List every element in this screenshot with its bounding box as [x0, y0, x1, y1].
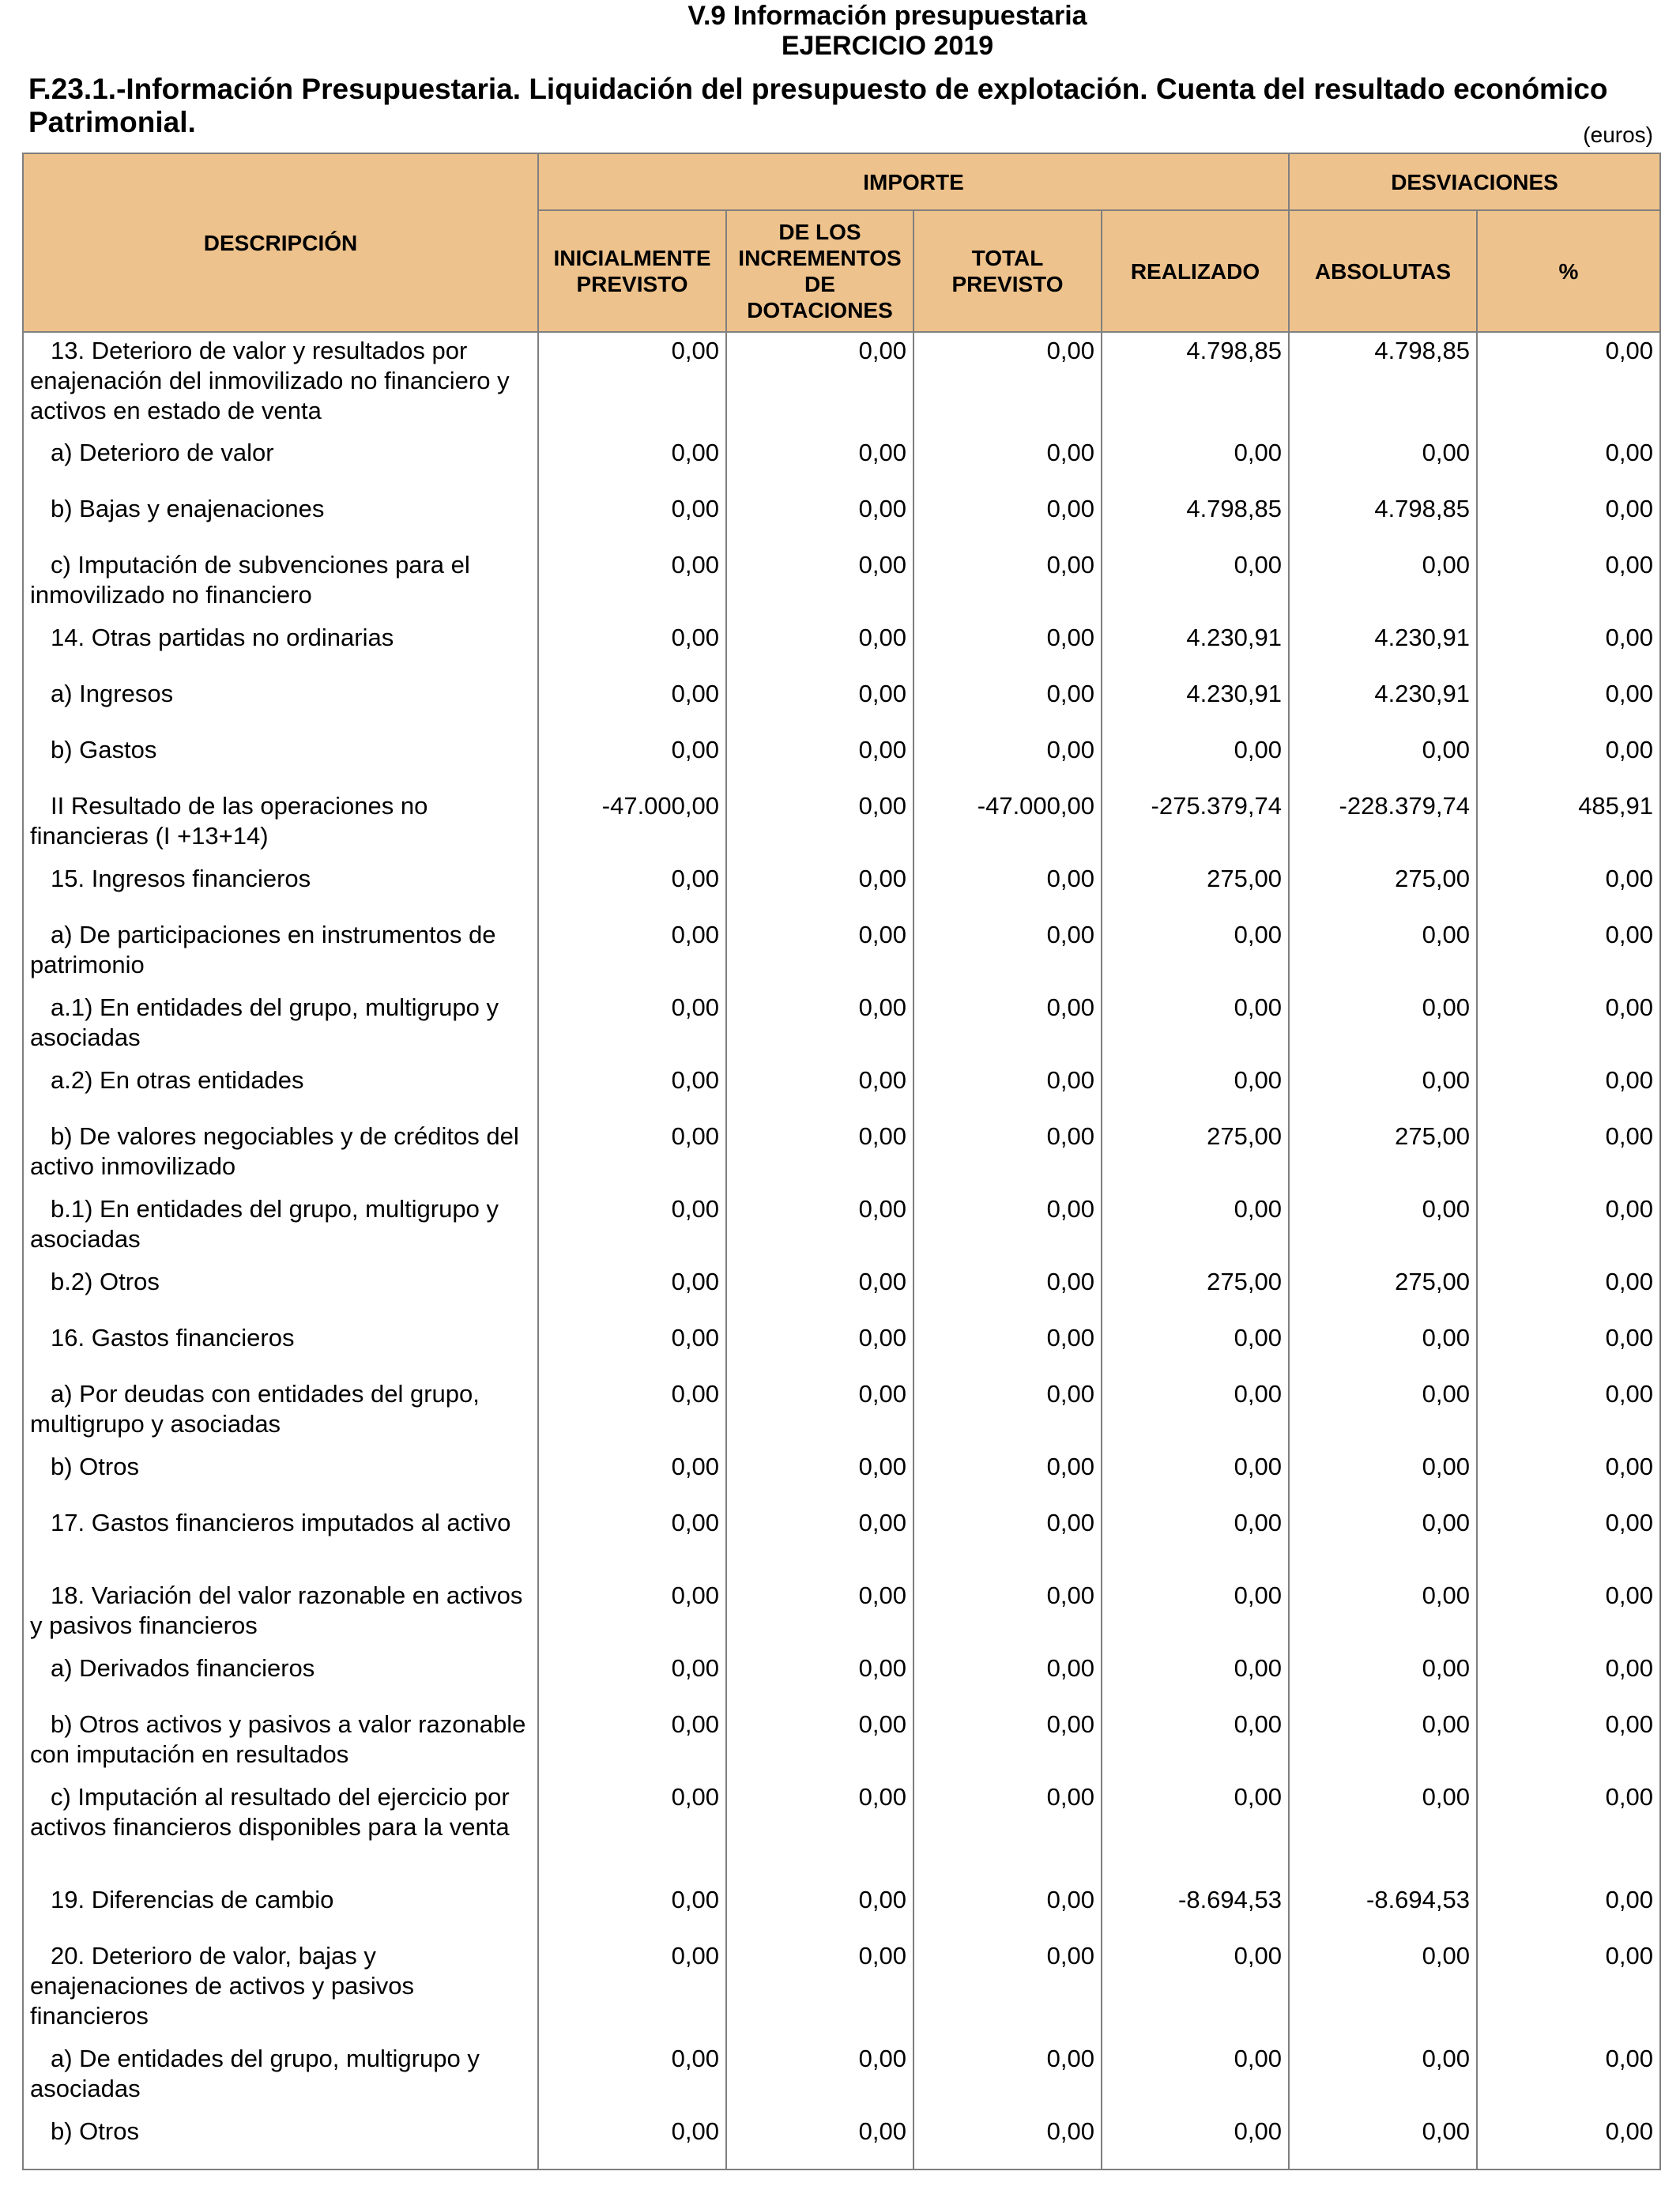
cell-desviacion-percent: 0,00: [1477, 1320, 1660, 1376]
cell-desviacion-percent: 0,00: [1477, 2113, 1660, 2169]
table-body: [23, 332, 1660, 2169]
table-row: [23, 2113, 1660, 2169]
row-label: b.1) En entidades del grupo, multigrupo y asociadas: [30, 1195, 499, 1253]
cell-desviacion-absoluta: 4.230,91: [1289, 620, 1477, 676]
header-inicialmente-previsto: INICIALMENTE PREVISTO: [538, 210, 726, 332]
row-description: [23, 1376, 538, 1449]
row-description: [23, 1650, 538, 1706]
cell-incrementos-dotaciones: 0,00: [726, 491, 913, 547]
row-label: a.1) En entidades del grupo, multigrupo y asociadas: [30, 993, 499, 1051]
cell-realizado: 0,00: [1102, 1578, 1289, 1650]
cell-total-previsto: 0,00: [913, 1118, 1102, 1191]
cell-incrementos-dotaciones: 0,00: [726, 1882, 913, 1938]
cell-realizado: 0,00: [1102, 1449, 1289, 1505]
cell-realizado: 4.230,91: [1102, 676, 1289, 732]
fiscal-year: EJERCICIO 2019: [781, 31, 994, 61]
table-row: [23, 1376, 1660, 1449]
cell-inicialmente-previsto: 0,00: [538, 1938, 726, 2041]
cell-desviacion-absoluta: 4.798,85: [1289, 491, 1477, 547]
cell-desviacion-percent: 0,00: [1477, 1191, 1660, 1264]
cell-inicialmente-previsto: 0,00: [538, 1449, 726, 1505]
cell-desviacion-absoluta: 0,00: [1289, 1320, 1477, 1376]
cell-inicialmente-previsto: 0,00: [538, 1118, 726, 1191]
cell-total-previsto: 0,00: [913, 1578, 1102, 1650]
cell-desviacion-percent: 0,00: [1477, 1376, 1660, 1449]
cell-desviacion-percent: 0,00: [1477, 332, 1660, 435]
cell-inicialmente-previsto: 0,00: [538, 917, 726, 990]
cell-desviacion-absoluta: 0,00: [1289, 990, 1477, 1062]
cell-realizado: 0,00: [1102, 990, 1289, 1062]
cell-realizado: 0,00: [1102, 1706, 1289, 1779]
row-label: 15. Ingresos financieros: [51, 865, 311, 892]
row-label: II Resultado de las operaciones no financieras (I +13+14): [30, 792, 428, 850]
row-description: [23, 332, 538, 435]
cell-incrementos-dotaciones: 0,00: [726, 1650, 913, 1706]
row-description: [23, 1779, 538, 1882]
cell-total-previsto: 0,00: [913, 1376, 1102, 1449]
table-row: [23, 1320, 1660, 1376]
table-row: [23, 2041, 1660, 2113]
header-total-previsto: TOTAL PREVISTO: [913, 210, 1102, 332]
row-label: 16. Gastos financieros: [51, 1324, 295, 1351]
cell-incrementos-dotaciones: 0,00: [726, 435, 913, 491]
cell-desviacion-absoluta: 0,00: [1289, 1505, 1477, 1578]
cell-realizado: 4.230,91: [1102, 620, 1289, 676]
cell-total-previsto: 0,00: [913, 435, 1102, 491]
table-row: [23, 1650, 1660, 1706]
cell-inicialmente-previsto: -47.000,00: [538, 788, 726, 861]
cell-incrementos-dotaciones: 0,00: [726, 1376, 913, 1449]
cell-inicialmente-previsto: 0,00: [538, 861, 726, 917]
cell-desviacion-absoluta: 0,00: [1289, 2113, 1477, 2169]
row-label: b) Otros activos y pasivos a valor razonable con imputación en resultados: [30, 1710, 526, 1768]
cell-total-previsto: 0,00: [913, 1882, 1102, 1938]
cell-inicialmente-previsto: 0,00: [538, 1779, 726, 1882]
cell-realizado: 275,00: [1102, 861, 1289, 917]
cell-inicialmente-previsto: 0,00: [538, 676, 726, 732]
header-absolutas: ABSOLUTAS: [1289, 210, 1477, 332]
cell-desviacion-absoluta: -8.694,53: [1289, 1882, 1477, 1938]
row-label: b) De valores negociables y de créditos del activo inmovilizado: [30, 1122, 519, 1180]
cell-incrementos-dotaciones: 0,00: [726, 990, 913, 1062]
cell-total-previsto: 0,00: [913, 861, 1102, 917]
cell-incrementos-dotaciones: 0,00: [726, 676, 913, 732]
cell-desviacion-absoluta: 0,00: [1289, 435, 1477, 491]
cell-incrementos-dotaciones: 0,00: [726, 788, 913, 861]
table-row: [23, 491, 1660, 547]
table-row: [23, 1779, 1660, 1882]
row-description: [23, 861, 538, 917]
cell-realizado: 0,00: [1102, 547, 1289, 620]
row-description: [23, 1449, 538, 1505]
row-description: [23, 676, 538, 732]
cell-desviacion-absoluta: -228.379,74: [1289, 788, 1477, 861]
cell-desviacion-absoluta: 0,00: [1289, 547, 1477, 620]
cell-desviacion-percent: 0,00: [1477, 435, 1660, 491]
row-description: [23, 732, 538, 788]
cell-inicialmente-previsto: 0,00: [538, 1191, 726, 1264]
row-label: a) Por deudas con entidades del grupo, multigrupo y asociadas: [30, 1380, 480, 1438]
cell-total-previsto: 0,00: [913, 547, 1102, 620]
row-label: 13. Deterioro de valor y resultados por enajenación del inmovilizado no financiero y activos en estado de venta: [30, 337, 510, 424]
cell-inicialmente-previsto: 0,00: [538, 1264, 726, 1320]
row-label: 19. Diferencias de cambio: [51, 1886, 334, 1913]
row-description: [23, 1118, 538, 1191]
row-label: c) Imputación de subvenciones para el inmovilizado no financiero: [30, 551, 470, 609]
header-descripcion: DESCRIPCIÓN: [23, 153, 538, 332]
cell-incrementos-dotaciones: 0,00: [726, 1264, 913, 1320]
cell-desviacion-absoluta: 275,00: [1289, 1264, 1477, 1320]
page-title: V.9 Información presupuestaria: [687, 1, 1087, 31]
row-description: [23, 620, 538, 676]
row-description: [23, 491, 538, 547]
cell-desviacion-absoluta: 0,00: [1289, 1779, 1477, 1882]
row-description: [23, 1578, 538, 1650]
cell-desviacion-percent: 485,91: [1477, 788, 1660, 861]
cell-total-previsto: 0,00: [913, 1320, 1102, 1376]
row-label: b) Otros: [51, 2117, 139, 2145]
cell-total-previsto: 0,00: [913, 1779, 1102, 1882]
cell-total-previsto: 0,00: [913, 2041, 1102, 2113]
cell-total-previsto: 0,00: [913, 2113, 1102, 2169]
cell-desviacion-absoluta: 0,00: [1289, 732, 1477, 788]
cell-total-previsto: 0,00: [913, 1650, 1102, 1706]
cell-desviacion-absoluta: 0,00: [1289, 1449, 1477, 1505]
cell-total-previsto: 0,00: [913, 676, 1102, 732]
cell-realizado: 4.798,85: [1102, 491, 1289, 547]
row-label: a) Ingresos: [51, 680, 174, 707]
cell-total-previsto: 0,00: [913, 1062, 1102, 1118]
cell-total-previsto: 0,00: [913, 917, 1102, 990]
cell-desviacion-absoluta: 0,00: [1289, 1938, 1477, 2041]
row-label: 20. Deterioro de valor, bajas y enajenaciones de activos y pasivos financieros: [30, 1942, 414, 2030]
table-row: [23, 1882, 1660, 1938]
row-description: [23, 1938, 538, 2041]
cell-realizado: -275.379,74: [1102, 788, 1289, 861]
cell-total-previsto: 0,00: [913, 1264, 1102, 1320]
cell-realizado: 0,00: [1102, 1505, 1289, 1578]
cell-inicialmente-previsto: 0,00: [538, 1062, 726, 1118]
cell-realizado: 4.798,85: [1102, 332, 1289, 435]
row-label: a) De entidades del grupo, multigrupo y asociadas: [30, 2045, 480, 2102]
table-row: [23, 917, 1660, 990]
cell-total-previsto: 0,00: [913, 1449, 1102, 1505]
cell-realizado: 0,00: [1102, 1191, 1289, 1264]
table-row: [23, 1191, 1660, 1264]
cell-desviacion-percent: 0,00: [1477, 676, 1660, 732]
row-description: [23, 917, 538, 990]
cell-inicialmente-previsto: 0,00: [538, 990, 726, 1062]
cell-incrementos-dotaciones: 0,00: [726, 1191, 913, 1264]
cell-total-previsto: 0,00: [913, 990, 1102, 1062]
cell-desviacion-percent: 0,00: [1477, 1706, 1660, 1779]
cell-desviacion-absoluta: 0,00: [1289, 1376, 1477, 1449]
table-row: [23, 1505, 1660, 1578]
cell-desviacion-percent: 0,00: [1477, 2041, 1660, 2113]
cell-desviacion-absoluta: 0,00: [1289, 1578, 1477, 1650]
row-label: c) Imputación al resultado del ejercicio por activos financieros disponibles para la venta: [30, 1783, 510, 1841]
cell-total-previsto: 0,00: [913, 732, 1102, 788]
cell-realizado: 0,00: [1102, 1320, 1289, 1376]
cell-incrementos-dotaciones: 0,00: [726, 620, 913, 676]
cell-incrementos-dotaciones: 0,00: [726, 1449, 913, 1505]
table-row: [23, 1118, 1660, 1191]
cell-inicialmente-previsto: 0,00: [538, 2113, 726, 2169]
cell-inicialmente-previsto: 0,00: [538, 1505, 726, 1578]
row-label: b) Otros: [51, 1453, 139, 1480]
row-label: a) De participaciones en instrumentos de patrimonio: [30, 921, 496, 978]
cell-realizado: 0,00: [1102, 2041, 1289, 2113]
cell-desviacion-percent: 0,00: [1477, 861, 1660, 917]
cell-desviacion-percent: 0,00: [1477, 1650, 1660, 1706]
cell-incrementos-dotaciones: 0,00: [726, 1578, 913, 1650]
units-label: (euros): [1583, 123, 1653, 147]
row-label: a.2) En otras entidades: [51, 1066, 304, 1094]
cell-desviacion-percent: 0,00: [1477, 1882, 1660, 1938]
cell-realizado: 275,00: [1102, 1118, 1289, 1191]
cell-total-previsto: 0,00: [913, 1505, 1102, 1578]
row-label: a) Deterioro de valor: [51, 439, 274, 466]
cell-inicialmente-previsto: 0,00: [538, 547, 726, 620]
row-description: [23, 1191, 538, 1264]
row-description: [23, 435, 538, 491]
row-description: [23, 2041, 538, 2113]
row-description: [23, 1706, 538, 1779]
cell-realizado: 0,00: [1102, 1779, 1289, 1882]
row-label: b.2) Otros: [51, 1268, 160, 1295]
row-description: [23, 1320, 538, 1376]
cell-desviacion-absoluta: 4.798,85: [1289, 332, 1477, 435]
cell-desviacion-percent: 0,00: [1477, 1264, 1660, 1320]
cell-desviacion-percent: 0,00: [1477, 1505, 1660, 1578]
cell-total-previsto: 0,00: [913, 332, 1102, 435]
table-row: [23, 990, 1660, 1062]
cell-incrementos-dotaciones: 0,00: [726, 1779, 913, 1882]
row-description: [23, 1882, 538, 1938]
table-row: [23, 788, 1660, 861]
table-row: [23, 1578, 1660, 1650]
cell-desviacion-percent: 0,00: [1477, 990, 1660, 1062]
cell-inicialmente-previsto: 0,00: [538, 1376, 726, 1449]
row-label: b) Gastos: [51, 736, 157, 763]
cell-incrementos-dotaciones: 0,00: [726, 917, 913, 990]
header-percent: %: [1477, 210, 1660, 332]
table-row: [23, 332, 1660, 435]
table-row: [23, 1062, 1660, 1118]
cell-realizado: -8.694,53: [1102, 1882, 1289, 1938]
cell-realizado: 0,00: [1102, 1938, 1289, 2041]
cell-desviacion-percent: 0,00: [1477, 1062, 1660, 1118]
cell-realizado: 275,00: [1102, 1264, 1289, 1320]
row-label: 18. Variación del valor razonable en activos y pasivos financieros: [30, 1581, 523, 1639]
cell-desviacion-percent: 0,00: [1477, 1578, 1660, 1650]
row-description: [23, 788, 538, 861]
cell-desviacion-absoluta: 275,00: [1289, 1118, 1477, 1191]
cell-incrementos-dotaciones: 0,00: [726, 2041, 913, 2113]
header-group-importe: IMPORTE: [538, 153, 1289, 210]
report-subtitle: F.23.1.-Información Presupuestaria. Liquidación del presupuesto de explotación. Cuenta del resultado económico Patrimonial.: [28, 73, 1608, 138]
cell-desviacion-absoluta: 0,00: [1289, 1191, 1477, 1264]
cell-inicialmente-previsto: 0,00: [538, 1650, 726, 1706]
cell-realizado: 0,00: [1102, 732, 1289, 788]
table-row: [23, 1706, 1660, 1779]
header-realizado: REALIZADO: [1102, 210, 1289, 332]
cell-incrementos-dotaciones: 0,00: [726, 1938, 913, 2041]
cell-desviacion-percent: 0,00: [1477, 1449, 1660, 1505]
cell-realizado: 0,00: [1102, 1650, 1289, 1706]
cell-total-previsto: -47.000,00: [913, 788, 1102, 861]
cell-realizado: 0,00: [1102, 2113, 1289, 2169]
table-row: [23, 1938, 1660, 2041]
table-row: [23, 620, 1660, 676]
cell-incrementos-dotaciones: 0,00: [726, 1505, 913, 1578]
table-row: [23, 435, 1660, 491]
row-description: [23, 547, 538, 620]
cell-desviacion-percent: 0,00: [1477, 1938, 1660, 2041]
cell-realizado: 0,00: [1102, 1376, 1289, 1449]
header-incrementos-dotaciones: DE LOS INCREMENTOS DE DOTACIONES: [726, 210, 913, 332]
table-header: [23, 153, 1660, 332]
cell-inicialmente-previsto: 0,00: [538, 332, 726, 435]
cell-incrementos-dotaciones: 0,00: [726, 861, 913, 917]
cell-realizado: 0,00: [1102, 435, 1289, 491]
cell-desviacion-percent: 0,00: [1477, 917, 1660, 990]
cell-total-previsto: 0,00: [913, 1938, 1102, 2041]
cell-incrementos-dotaciones: 0,00: [726, 1706, 913, 1779]
cell-inicialmente-previsto: 0,00: [538, 435, 726, 491]
table-row: [23, 1264, 1660, 1320]
cell-desviacion-percent: 0,00: [1477, 620, 1660, 676]
cell-desviacion-percent: 0,00: [1477, 732, 1660, 788]
cell-desviacion-absoluta: 0,00: [1289, 1650, 1477, 1706]
cell-incrementos-dotaciones: 0,00: [726, 1320, 913, 1376]
cell-inicialmente-previsto: 0,00: [538, 491, 726, 547]
cell-total-previsto: 0,00: [913, 491, 1102, 547]
cell-inicialmente-previsto: 0,00: [538, 1706, 726, 1779]
cell-incrementos-dotaciones: 0,00: [726, 2113, 913, 2169]
row-description: [23, 1264, 538, 1320]
table-row: [23, 676, 1660, 732]
row-description: [23, 1505, 538, 1578]
row-label: b) Bajas y enajenaciones: [51, 495, 325, 522]
cell-desviacion-percent: 0,00: [1477, 1779, 1660, 1882]
cell-inicialmente-previsto: 0,00: [538, 2041, 726, 2113]
cell-total-previsto: 0,00: [913, 1706, 1102, 1779]
cell-desviacion-absoluta: 0,00: [1289, 917, 1477, 990]
cell-total-previsto: 0,00: [913, 1191, 1102, 1264]
cell-incrementos-dotaciones: 0,00: [726, 332, 913, 435]
cell-desviacion-absoluta: 275,00: [1289, 861, 1477, 917]
cell-realizado: 0,00: [1102, 1062, 1289, 1118]
cell-desviacion-absoluta: 0,00: [1289, 2041, 1477, 2113]
row-description: [23, 2113, 538, 2169]
cell-desviacion-absoluta: 0,00: [1289, 1706, 1477, 1779]
cell-desviacion-percent: 0,00: [1477, 1118, 1660, 1191]
cell-inicialmente-previsto: 0,00: [538, 620, 726, 676]
cell-desviacion-percent: 0,00: [1477, 491, 1660, 547]
table-row: [23, 861, 1660, 917]
cell-inicialmente-previsto: 0,00: [538, 1882, 726, 1938]
cell-inicialmente-previsto: 0,00: [538, 1320, 726, 1376]
header-group-desviaciones: DESVIACIONES: [1289, 153, 1660, 210]
row-label: 17. Gastos financieros imputados al activo: [51, 1509, 511, 1536]
cell-inicialmente-previsto: 0,00: [538, 732, 726, 788]
cell-incrementos-dotaciones: 0,00: [726, 732, 913, 788]
table-row: [23, 547, 1660, 620]
row-description: [23, 1062, 538, 1118]
cell-total-previsto: 0,00: [913, 620, 1102, 676]
row-description: [23, 990, 538, 1062]
table-row: [23, 1449, 1660, 1505]
row-label: a) Derivados financieros: [51, 1654, 315, 1682]
cell-incrementos-dotaciones: 0,00: [726, 1118, 913, 1191]
budget-table: [22, 153, 1661, 2170]
row-label: 14. Otras partidas no ordinarias: [51, 624, 394, 651]
cell-desviacion-absoluta: 4.230,91: [1289, 676, 1477, 732]
cell-incrementos-dotaciones: 0,00: [726, 1062, 913, 1118]
cell-incrementos-dotaciones: 0,00: [726, 547, 913, 620]
cell-realizado: 0,00: [1102, 917, 1289, 990]
cell-desviacion-percent: 0,00: [1477, 547, 1660, 620]
cell-desviacion-absoluta: 0,00: [1289, 1062, 1477, 1118]
cell-inicialmente-previsto: 0,00: [538, 1578, 726, 1650]
table-row: [23, 732, 1660, 788]
